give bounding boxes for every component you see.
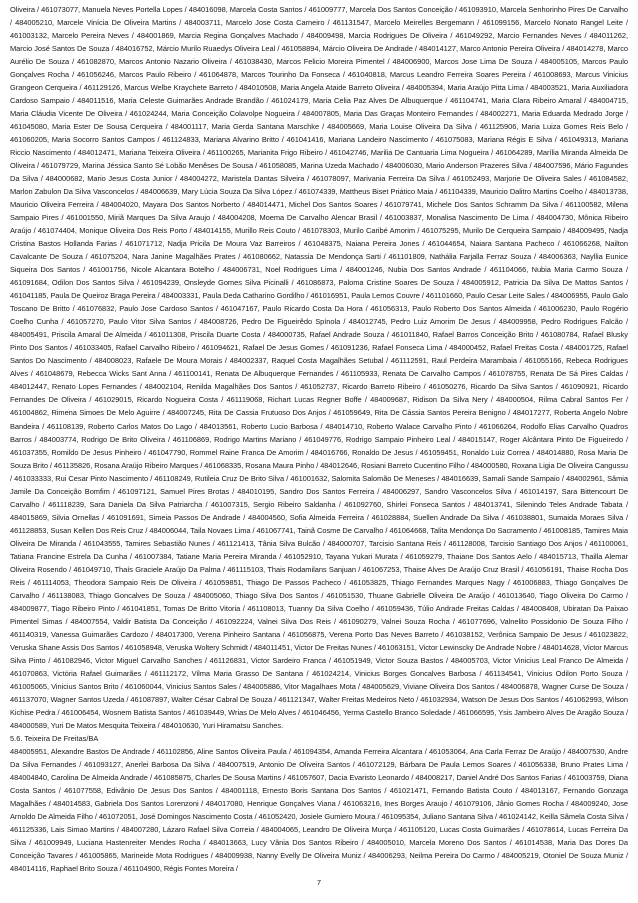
page-number: 7 [316,878,322,887]
name-list-paragraph: Oliveira / 461073077, Manuela Neves Portella Lopes / 484016098, Marcela Costa Santos / 461009777, Marcela Dos Santos Conceição / 461093910, Marcela Senhorinho Pires De Carvalho / 484005210, Marcele Vinícia De Oliveira Martins / 484003711, Marcelo Jose Costa Carneiro / 461131547, Marcelo Meirelles Bergemann / 461099156, Marcelo Nonato Rangel Leite / 461003132, Marcelo Pereira Neves / 484001869, Marcia Regina Gonçalves Machado / 484009498, Marcia Rodrigues De Oliveira / 461049292, Marcio Fernandes Neves / 484011262, Marcio José Santos De Souza / 484016752, Márcio Murilo Ruaedys Oliveira Leal / 461058894, Márcio Oliveira De Andrade / 484014127, Marco Antonio Pereira Oliveira / 484014278, Marco Aurélio De Souza / 461082870, Marcos Antonio Nazario Oliveira / 461038430, Marcos Felicio Moreira Pimentel / 484006900, Marcos Jose Lima De Souza / 484005105, Marcos Paulo Gonçalves Rocha / 461056246, Marcos Paulo Ribeiro / 461064878, Marcos Tourinho Da Fonseca / 461040818, Marcus Leandro Ferreira Soares Pereira / 461008693, Marcus Vinicius Grangeon Cerqueira / 461129126, Marcus Welbe Kraychete Barreto / 484010508, Maria Angela Ataide Barreto Oliveira / 484005394, Maria Araújo Pitta Lima / 484003521, Maria Auxiliadora Cardoso Sampaio / 484011516, Maria Celeste Guimarães Andrade Brandão / 461024179, Maria Celia Paz Alves De Albuquerque / 461104741, Maria Clara Ribeiro Amaral / 484004715, Maria Cláudia Vicente De Oliveira / 461024244, Maria Conceição Colavolpe Nogueira / 484007805, Maria Das Graças Monteiro Fernandes / 484002271, Maria Eduarda Medrado Jorge / 461045080, Maria Ester De Sousa Cerqueira / 484001117, Maria Gerda Santana Marschke / 484005669, Maria Louise Oliveira Da Silva / 461125906, Maria Luiza Gomes Reis Belo / 461060205, Maria Socorro Santos Campos / 461124833, Mariana Alvarino Britto / 461041416, Mariana Landeiro Nascimento / 461075083, Mariana Régis E Silva / 461049313, Mariana Riccio Nascimento / 484012471, Mariana Teixeira Oliveira / 461100265, Marianita Frigo Ribeiro / 461042746, Marilia De Cantuaria Lima Nogueira / 461064289, Marília Miranda Almeida De Oliveira / 461079729, Marina Jéssica Santo Sé Lobão Menêses De Sousa / 461058085, Marina Uzeda Machado / 484006030, Mario Anderson Prazeres Silva / 484007596, Mário Fagundes Da Silva / 484000682, Mario Jesus Costa Junior / 484004272, Maristela Dantas Silveira / 461078097, Marivania Ferreira Da Silva / 461052493, Marjorie De Oliveira Sales / 461084582, Marlon Zabulon Da Silva Vasconcelos / 484006639, Mary Lúcia Souza Da Silva López / 461074339, Mattheus Biset Priático Maia / 461104339, Mauricio Dalitro Martins Coelho / 484013738, Mauricio Oliveira Ferreira / 484004020, Mayara Dos Santos Norberto / 484014471, Michel Dos Santos Soares / 461079741, Michele Dos Santos Schramm Da Silva / 461100582, Milena Sampaio Pires / 461001550, Miriã Marques Da Silva Araujo / 484004208, Moema De Carvalho Alencar Brasil / 461003837, Monalisa Nascimento De Lima / 484004730, Mônica Ribeiro Araújo / 461074404, Monique Oliveira Dos Reis Porto / 484014155, Murillo Reis Couto / 461078303, Murilo Caribé Amorim / 461075295, Murilo De Cerqueira Sampaio / 484009495, Nadja Cristina Bastos Hollanda Farias / 461071712, Nadja Pricila De Moura Vaz Barreiros / 461048375, Naiana Pereira Jones / 461044654, Naiara Santana Pacheco / 461066268, Nailton Cavalcante De Souza / 461075204, Nara Janine Magalhães Prates / 461080662, Natassia De Mendonça Sarti / 461101809, Nathália Farjalla Ferraz Souza / 484006363, Nayllia Eunice Siqueira Dos Santos / 461001756, Nicole Alcantara Botelho / 484006731, Noel Rodrigues Lima / 484001246, Nubia Dos Santos Andrade / 461104066, Nubia Maria Carmo Souza / 461091684, Odilon Dos Santos Silva / 461094239, Onsleyde Gomes Silva Picinalli / 461086873, Paloma Cristine Soares De Souza / 484005912, Patricia Da Silva De Mattos Santos / 461041185, Paula De Queiroz Braga Pereira / 484003331, Paula Deda Catharino Gordilho / 461016951, Paula Lemos Couvre / 461101660, Paulo Cesar Leite Sales / 484006955, Paulo Galo Toscano De Britto / 461076832, Paulo Jose Cardoso Santos / 461047167, Paulo Ricardo Costa Da Hora / 461056313, Paulo Roberto Dos Santos Almeida / 461006230, Paulo Rogério Coelho Cunha / 461057270, Paulo Vitor Silva Santos / 484008726, Pedro De Figueirêdo Spínola / 484012745, Pedro Luiz Amorim De Jesus / 484009958, Pedro Rodrigues Falcão / 484005491, Priscila Amaral De Almeida / 461011308, Priscila Duarte Costa / 484000735, Rafael Andrade Souza / 461011840, Rafael Barros Conceição Brito / 461080784, Rafael Blusky Pinto Dos Santos / 461033405, Rafael Carvalho Ribeiro / 461094621, Rafael De Jesus Gomes / 461091236, Rafael Fonseca Lima / 484000452, Rafael Freitas Costa / 484001725, Rafael Santos Do Nascimento / 484008023, Rafaele De Moura Morais / 484002337, Raquel Costa Magalhães Setubal / 461112591, Raul Perdeira Marambaia / 461055166, Rebeca Rodrigues Alves / 461048679, Rebecca Wicks Sant Anna / 461100141, Renata De Albuquerque Fernandes / 461105933, Renata De Carvalho Campos / 461078755, Renata De Sá Pires Caldas / 484012447, Renato Lopes Fernandes / 484002104, Renilda Magalhães Dos Santos / 461052737, Ricardo Barreto Ribeiro / 461050276, Ricardo Da Silva Santos / 461090921, Ricardo Fernandes De Oliveira / 461029015, Ricardo Nogueira Costa / 461119068, Richart Lucas Regner Boffe / 484009687, Ridison Da Silva Nery / 484000504, Rilma Cabral Santos Fer / 461004862, Rimena Simoes De Melo Aguirre / 484007245, Rita De Cassia Frutuoso Dos Anjos / 461059649, Rita De Cássia Santos Pereira Benigno / 484017277, Roberta Angelo Nobre Bandeira / 461108139, Roberto Carlos Matos Do Lago / 484013561, Roberto Lucio Barbosa / 484014710, Roberto Walace Carvalho Pinto / 461066264, Rodolfo Elias Carvalho Quadros Barros / 484003774, Rodrigo De Brito Oliveira / 461106869, Rodrigo Martins Mariano / 461049776, Rodrigo Sampaio Pinheiro Leal / 484015147, Roger Alcântara Pinto De Figueiredo / 461037355, Romildo De Jesus Pinheiro / 461047790, Rommel Raine Franca De Amorim / 484016766, Ronaldo De Jesus / 461059451, Ronaldo Luiz Correa / 484014880, Rosa Maria De Souza Brito / 461135826, Rosana Araújo Ribeiro Marques / 461068335, Rosana Maura Pinho / 484012646, Rosiani Barreto Cucentino Filho / 484000580, Roxana Ligia De Oliveira Cangussu / 461033333, Rui Cesar Pinto Nascimento / 461108249, Rutileia Cruz De Brito Silva / 461001632, Salomita Salomão De Meneses / 484016639, Samali Sande Sampaio / 484002961, Sâmia Jamile Da Conceição Bomfim / 461097121, Samuel Pires Brotas / 484010195, Sandro Dos Santos Ferreira / 484006297, Sandro Vasconcelos Silva / 461014197, Sara Bittencourt De Carvalho / 461118239, Sara Daniela Da Silva Patriarcha / 461007315, Sergio Ribeiro Saldanha / 461092760, Shirlei Fonseca Santos / 484013741, Silenindo Teles Andrade Tabata / 484015869, Silvia Ornellas / 461091691, Simeia Passos De Andrade / 484004560, Sofia Almeida Ferreira / 461028884, Suellen Andrade Da Silva / 461038801, Sumaida Moraes Silva / 461128853, Susan Kellen Dos Reis Cruz / 484006044, Taila Novaes Lima / 461067741, Tainã Cosme De Carvalho / 461064668, Talita Mendonça Do Sacramento / 461008185, Tamires Maia Oliveira De Miranda / 461043555, Tamires Sebastião Nunes / 461121413, Tânia Silva Bulcão / 484000707, Tarcisio Santana Reis / 461128008, Tarcisio Santiago Dos Anjos / 461100061, Tatiana Francine Estrela Da Cunha / 461007384, Tatiane Maria Pereira Miranda / 461052910, Tayana Yukari Murata / 461059279, Thaiane Dos Santos Aelo / 484015713, Thailla Alemar Oliveira Rosendo / 461049710, Thaís Graciele Araújo Da Palma / 461115103, Thais Rodamilans Sanjuan / 461067253, Thaise Alves De Araújo Cruz Brasil / 461056191, Thaise Rocha Dos Reis / 461114053, Theodora Sampaio Reis De Oliveira / 461059851, Thiago De Passos Pacheco / 461053825, Thiago Fernandes Marques Nagy / 461006883, Thiago Gonçalves De Carvalho / 461138083, Thiago Goncalves De Souza / 484005060, Thiago Silva Dos Santos / 461051530, Thuane Gabrielle Oliveira De Araújo / 461013640, Tiago Oliveira Do Carmo / 484009877, Tiago Ribeiro Pinto / 461041851, Tomas De Britto Vitoria / 461108013, Tuanny Da Silva Coelho / 461059436, Túlio Andrade Freitas Caldas / 484008408, Ubiratan Da Paixao Pimentel Simas / 484007554, Valdir Batista Da Conceição / 461092224, Valnei Silva Dos Reis / 461090279, Valnei Souza Rocha / 461077696, Valnelito Possidonio De Souza Filho / 461140319, Vanessa Guimarães Cardozo / 484017300, Verena Pinheiro Santana / 461056875, Verena Porto Das Neves Barreto / 461038152, Verônica Sampaio De Jesus / 461023822, Veruska Shane Assis Dos Santos / 461058948, Veruska Woltery Schmidt / 484011451, Victor De Freitas Nunes / 461063151, Victor Lewinscky De Andrade Nobre / 484014628, Victor Marcus Silva Pinto / 461082946, Victor Miguel Carvalho Sanches / 461126831, Victor Sardeiro Franca / 461051949, Victor Souza Bastos / 484005703, Victor Vinicius Leal Franco De Almeida / 461070863, Victória Rafael Guimarães / 461112172, Vilma Maria Grasso De Santana / 461024214, Vinicius Borges Goncalves Barbosa / 461134541, Vinicius Odilon Porto Souza / 461005065, Vinicius Santos Brito / 461060044, Vinicius Santos Sales / 484005886, Vitor Magalhaes Mota / 484005629, Viviane Oliveira Dos Santos / 484006878, Wagner Curse De Souza / 461137070, Wagner Santos Uzeda / 461087897, Walter César Cabral De Souza / 461121347, Walter Freitas Medeiros Neto / 461032934, Watson De Jesus Dos Santos / 461062993, Wilson Kichise Pedra / 461006454, Wosnem Batista Santos / 461039449, Wrias De Melo Alves / 461046456, Yerma Castello Branco Soledade / 461066595, Ysis Jambeiro Alves De Aragão Souza / 484000589, Yuri De Matos Mesquita Teixeira / 484010630, Yuri Hiramatsu Sanches. [10,5,628,730]
section-heading: 5.6. Teixeira De Freitas/BA [10,733,99,743]
name-list-paragraph-teixeira: 484005951, Alexandre Bastos De Andrade / 461102856, Aline Santos Oliveira Paula / 461094354, Amanda Ferreira Alcantara / 461053064, Ana Carla Ferraz De Araújo / 484007530, Andre Da Silva Fernandes / 461093127, Anerlei Barbosa Da Silva / 484007519, Antonio De Oliveira Santos / 461072129, Bárbara De Paula Lemos Soares / 461056338, Bruno Prates Lima / 484004840, Carolina De Almeida Andrade / 461085875, Charles De Sousa Martins / 461057607, Dacia Evaristo Leonardo / 484008217, Daniel André Dos Santos Farias / 461003759, Diana Costa Santos / 461077558, Edivânio De Jesus Dos Santos / 484001118, Ernesto Boris Santana Dos Santos / 461021471, Fernando Batista Couto / 484013167, Fernando Gonzaga Magalhães / 484014583, Gabriela Dos Santos Lorenzoni / 484017080, Henrique Gonçalves Viana / 461063216, Ines Borges Araujo / 461079106, Jânio Gomes Rocha / 484009240, Jose Arnoldo De Almeida Filho / 461072051, José Domingos Nascimento Costa / 461052420, Josiele Gumiero Moura / 461095354, Juliano Santana Silva / 461024142, Keilla Sâmela Costa Silva / 461125336, Lais Simao Martins / 484007280, Lázaro Rafael Silva Correia / 484004065, Leandro De Oliveira Murça / 461105120, Lucas Costa Guimarães / 461078614, Lucas Ferreira Da Silva / 461009949, Luciana Hastenreiter Mendes Rocha / 484013663, Lucy Vânia Dos Santos Ribeiro / 484005010, Marcela Moreno Dos Santos / 461014538, Maria Das Dores Da Conceição Tavares / 461005865, Marineide Mota Rodrigues / 484009938, Nanny Evelly De Oliveira Muniz / 484006293, Neilma Pereira Do Carmo / 484005219, Otoniel De Souza Muniz / 484014116, Raphael Brito Souza / 461104900, Régis Fontes Moreira / [10,746,628,874]
